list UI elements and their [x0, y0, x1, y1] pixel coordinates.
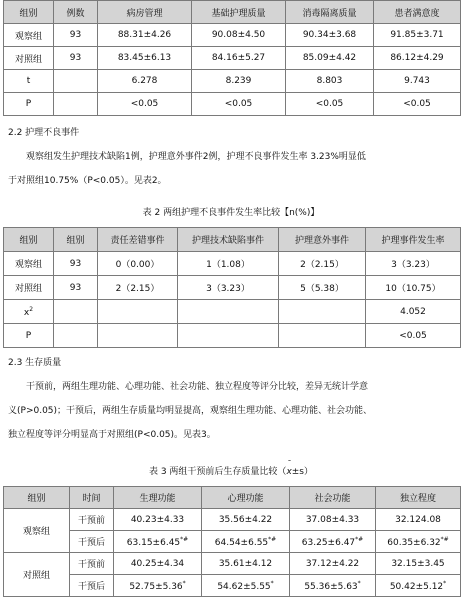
cell: 32.15±3.45 [376, 553, 461, 575]
cell: <0.05 [366, 324, 461, 348]
header-cell: 患者满意度 [374, 1, 461, 24]
cell: 干预后 [70, 531, 114, 553]
table-header-row [4, 228, 461, 252]
cell [279, 300, 366, 324]
cell: 40.25±4.34 [114, 553, 202, 575]
table-row [4, 553, 461, 575]
table-row [4, 252, 461, 276]
cell: <0.05 [98, 93, 192, 116]
cell: 90.08±4.50 [192, 24, 286, 47]
cell: 干预后 [70, 575, 114, 597]
cell: 9.743 [374, 70, 461, 93]
table-row [4, 324, 461, 348]
header-cell: 护理事件发生率 [366, 228, 461, 252]
cell: 35.61±4.12 [202, 553, 290, 575]
header-cell: 独立程度 [376, 487, 461, 509]
cell: 85.09±4.42 [286, 47, 374, 70]
cell: 63.25±6.47*# [290, 531, 376, 553]
cell: 60.35±6.32*# [376, 531, 461, 553]
cell: 干预前 [70, 509, 114, 531]
header-cell: 组别 [4, 228, 54, 252]
table-caption [0, 459, 462, 477]
header-cell: 生理功能 [114, 487, 202, 509]
cell: 88.31±4.26 [98, 24, 192, 47]
cell: 干预前 [70, 553, 114, 575]
table-row [4, 300, 461, 324]
table-3 [3, 486, 461, 597]
cell: <0.05 [374, 93, 461, 116]
mean-symbol: ¯ x [286, 459, 292, 477]
table-2 [3, 227, 461, 348]
paragraph-line: 观察组发生护理技术缺陷1例，护理意外事件2例，护理不良事件发生率 3.23%明显低 [26, 152, 366, 162]
cell: 64.54±6.55*# [202, 531, 290, 553]
cell: 50.42±5.12* [376, 575, 461, 597]
cell: 2（2.15） [279, 252, 366, 276]
header-cell: 护理意外事件 [279, 228, 366, 252]
header-cell: 消毒隔离质量 [286, 1, 374, 24]
cell [54, 70, 98, 93]
header-cell: 基础护理质量 [192, 1, 286, 24]
cell [98, 300, 178, 324]
table-row [4, 47, 461, 70]
header-cell: 组别 [4, 487, 70, 509]
table-row [4, 24, 461, 47]
group-cell: 对照组 [4, 553, 70, 597]
cell: 3（3.23） [178, 276, 279, 300]
table-caption: 表 2 两组护理不良事件发生率比较【n(%)】 [142, 208, 320, 218]
caption-text: ±s） [291, 467, 313, 477]
table-row [4, 509, 461, 531]
cell: 37.08±4.33 [290, 509, 376, 531]
table-row [4, 575, 461, 597]
header-cell: 组别 [4, 1, 54, 24]
cell: 0（0.00） [98, 252, 178, 276]
table-row [4, 93, 461, 116]
cell: 84.16±5.27 [192, 47, 286, 70]
paragraph-line: 于对照组10.75%（P<0.05）。见表2。 [8, 176, 167, 186]
table-header-row [4, 1, 461, 24]
cell: P [4, 324, 54, 348]
header-cell: 社会功能 [290, 487, 376, 509]
cell: 93 [54, 47, 98, 70]
cell [54, 324, 98, 348]
paragraph-line: 独立程度等评分明显高于对照组(P<0.05)。见表3。 [8, 430, 216, 440]
section-heading: 2.2 护理不良事件 [8, 128, 80, 138]
cell: P [4, 93, 54, 116]
cell: 63.15±6.45*# [114, 531, 202, 553]
table-row [4, 531, 461, 553]
cell: 1（1.08） [178, 252, 279, 276]
header-cell: 病房管理 [98, 1, 192, 24]
header-cell: 例数 [54, 1, 98, 24]
paragraph-line: 义(P>0.05)；干预后，两组生存质量均明显提高，观察组生理功能、心理功能、社会功能、 [8, 406, 373, 416]
section-heading: 2.3 生存质量 [8, 358, 62, 368]
cell: 40.23±4.33 [114, 509, 202, 531]
cell: 10（10.75） [366, 276, 461, 300]
cell: <0.05 [286, 93, 374, 116]
header-cell: 心理功能 [202, 487, 290, 509]
cell: 35.56±4.22 [202, 509, 290, 531]
paragraph-line: 干预前，两组生理功能、心理功能、社会功能、独立程度等评分比较，差异无统计学意 [26, 382, 369, 392]
cell [54, 93, 98, 116]
header-cell: 护理技术缺陷事件 [178, 228, 279, 252]
cell: 对照组 [4, 47, 54, 70]
cell [98, 324, 178, 348]
cell: 93 [54, 24, 98, 47]
cell: t [4, 70, 54, 93]
overbar: ¯ [287, 459, 292, 468]
table-header-row [4, 487, 461, 509]
header-cell: 责任差错事件 [98, 228, 178, 252]
cell: 8.239 [192, 70, 286, 93]
cell [178, 324, 279, 348]
cell: 8.803 [286, 70, 374, 93]
cell [4, 300, 54, 324]
cell: 对照组 [4, 276, 54, 300]
cell: 5（5.38） [279, 276, 366, 300]
cell [54, 300, 98, 324]
cell: 93 [54, 276, 98, 300]
cell: 54.62±5.55* [202, 575, 290, 597]
cell: 86.12±4.29 [374, 47, 461, 70]
header-cell: 组别 [54, 228, 98, 252]
table-row [4, 276, 461, 300]
table-1 [3, 0, 461, 116]
cell: 2（2.15） [98, 276, 178, 300]
cell: 83.45±6.13 [98, 47, 192, 70]
cell: 6.278 [98, 70, 192, 93]
cell [279, 324, 366, 348]
group-cell: 观察组 [4, 509, 70, 553]
cell: 4.052 [366, 300, 461, 324]
cell [178, 300, 279, 324]
table-row [4, 70, 461, 93]
cell: 观察组 [4, 24, 54, 47]
cell: 37.12±4.22 [290, 553, 376, 575]
cell: <0.05 [192, 93, 286, 116]
cell: 90.34±3.68 [286, 24, 374, 47]
cell: 93 [54, 252, 98, 276]
cell: 32.124.08 [376, 509, 461, 531]
superscript: 2 [29, 305, 34, 313]
cell: 3（3.23） [366, 252, 461, 276]
chi-square-symbol: x [23, 307, 30, 318]
cell: 52.75±5.36* [114, 575, 202, 597]
cell: 55.36±5.63* [290, 575, 376, 597]
header-cell: 时间 [70, 487, 114, 509]
cell: 91.85±3.71 [374, 24, 461, 47]
cell: 观察组 [4, 252, 54, 276]
caption-text: 表 3 两组干预前后生存质量比较（ [148, 467, 287, 477]
